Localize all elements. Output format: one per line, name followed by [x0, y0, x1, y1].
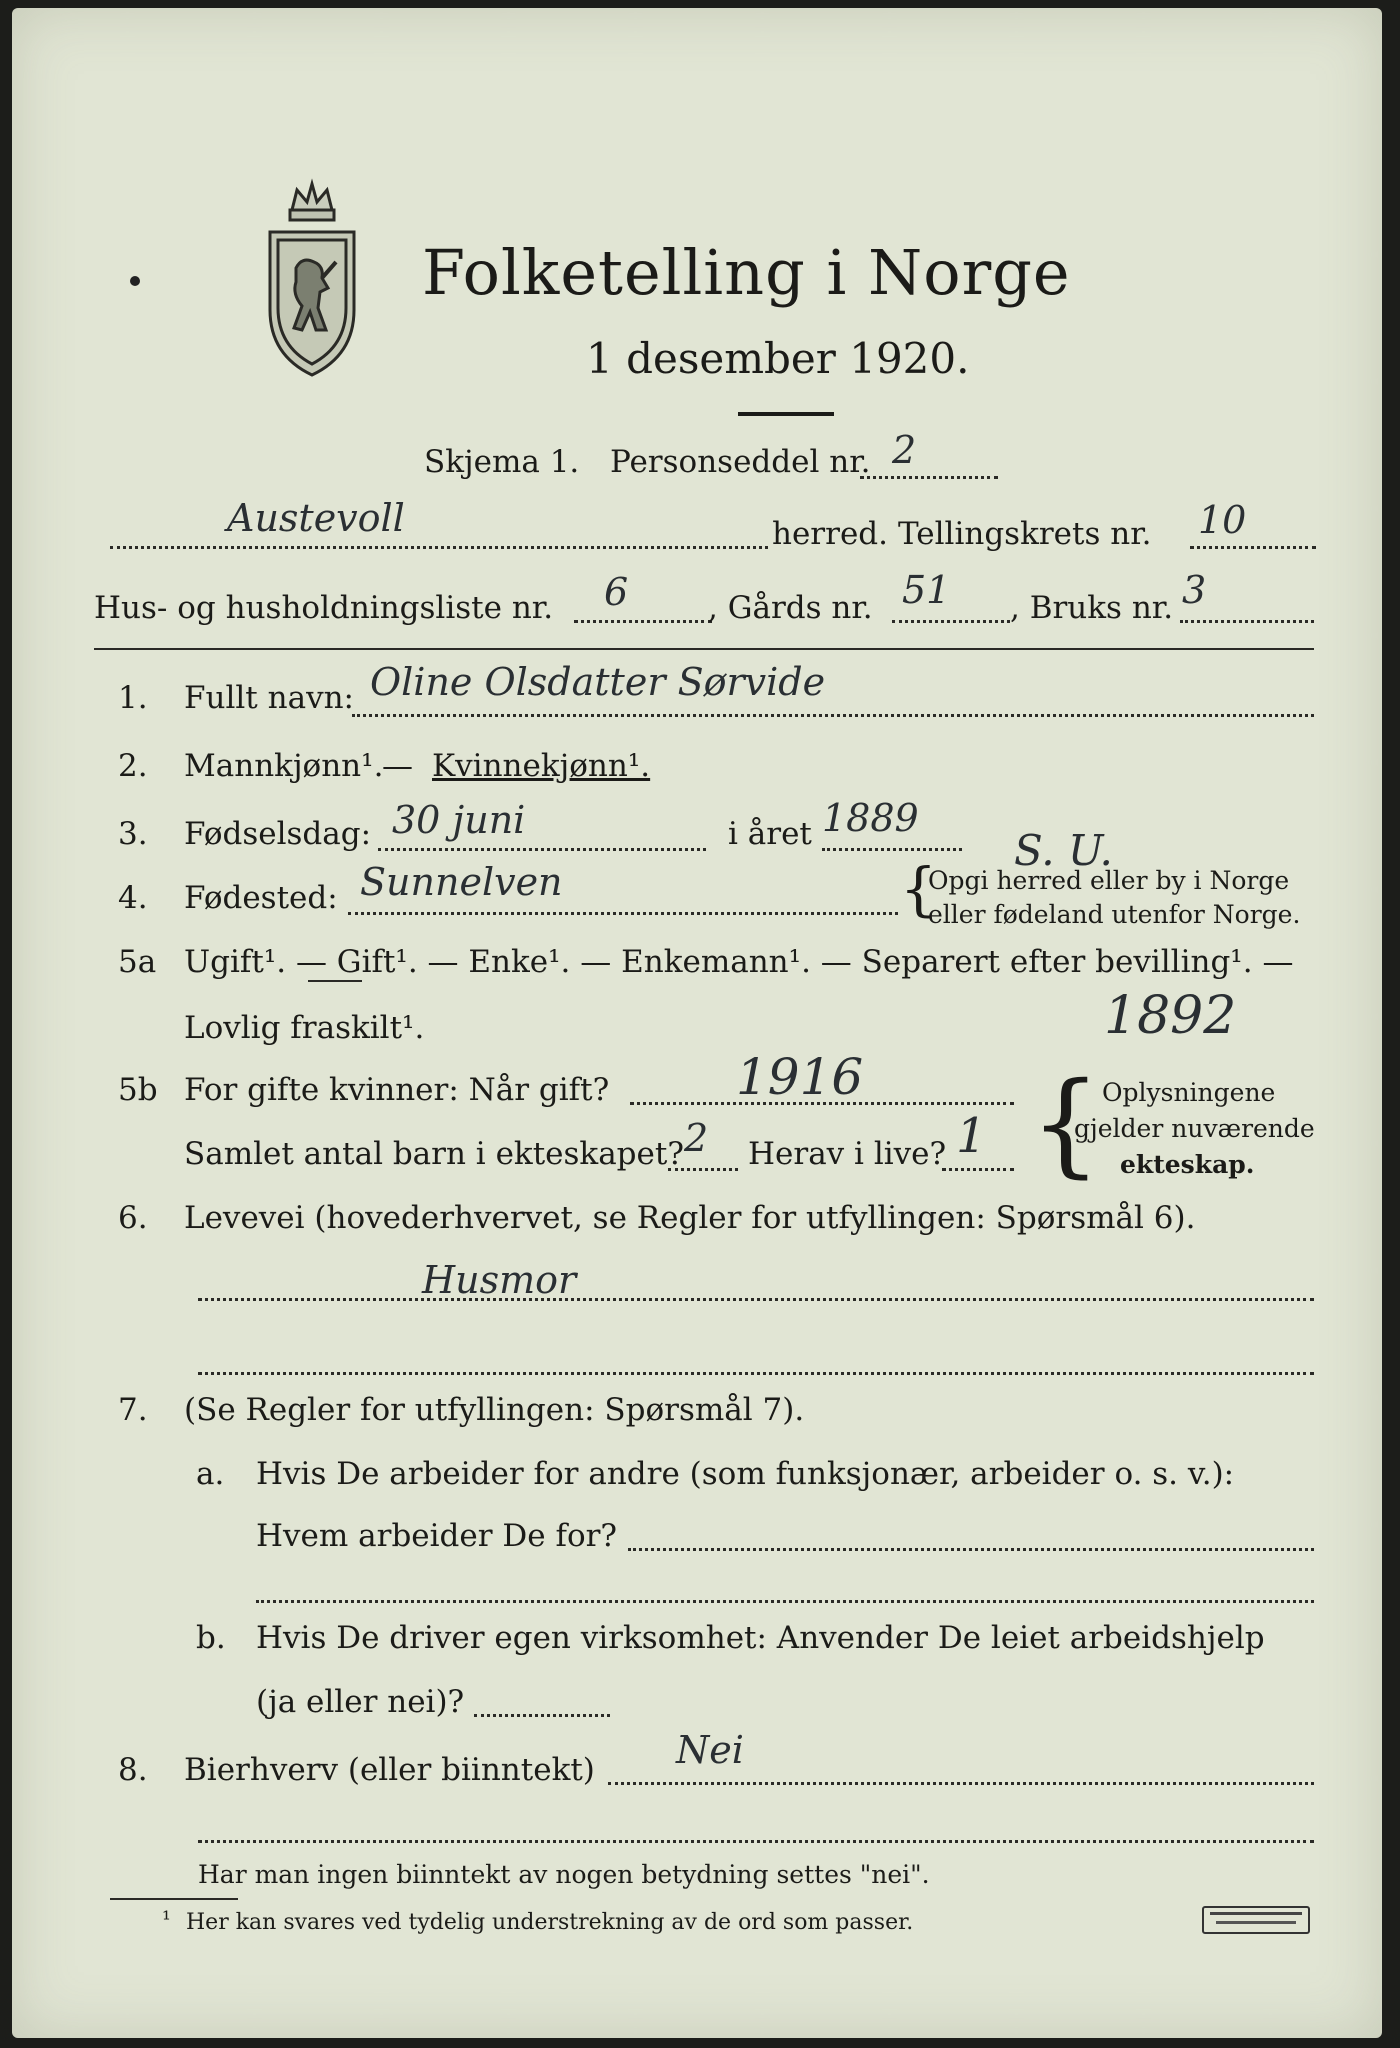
q5b-brace: { [1030, 1059, 1102, 1189]
hired-help-line[interactable] [474, 1714, 610, 1717]
footnote-rule [110, 1898, 238, 1900]
q2-number: 2. [118, 748, 148, 784]
q7a-letter: a. [196, 1456, 225, 1492]
employer-line2 [256, 1600, 1314, 1603]
gards-label: , Gårds nr. [708, 590, 873, 626]
q7b-line1: Hvis De driver egen virksomhet: Anvender De leiet arbeidshjelp [256, 1620, 1265, 1656]
year-label: i året [728, 816, 812, 852]
q6-line1 [198, 1298, 1314, 1301]
gift-underline [308, 980, 362, 982]
q4-note-line2: eller fødeland utenfor Norge. [928, 900, 1301, 929]
q2-female-option[interactable]: Kvinnekjønn¹. [432, 748, 651, 784]
children-total-value[interactable]: 2 [684, 1116, 709, 1160]
printer-stamp [1202, 1906, 1310, 1934]
q7-label: (Se Regler for utfyllingen: Spørsmål 7). [184, 1392, 805, 1428]
children-alive-label: Herav i live? [748, 1136, 947, 1172]
q1-number: 1. [118, 680, 148, 716]
married-year-value[interactable]: 1916 [736, 1048, 864, 1106]
title-rule [738, 412, 834, 416]
q2-dash: — [382, 748, 413, 784]
herred-label: herred. [772, 516, 888, 552]
tellingskrets-value[interactable]: 10 [1198, 498, 1247, 542]
ink-dot [130, 276, 140, 286]
herred-line [110, 546, 768, 549]
q7a-line2: Hvem arbeider De for? [256, 1518, 618, 1554]
personseddel-label: Personseddel nr. [610, 444, 871, 480]
q5a-number: 5a [118, 944, 157, 980]
side-income-value[interactable]: Nei [676, 1728, 744, 1772]
birthplace-value[interactable]: Sunnelven [360, 860, 563, 904]
tellingskrets-label: Tellingskrets nr. [898, 516, 1152, 552]
year-line [822, 848, 962, 851]
children-total-line [668, 1168, 738, 1171]
form-date: 1 desember 1920. [586, 334, 970, 383]
tellingskrets-line [1190, 546, 1316, 549]
q5b-note-line3: ekteskap. [1120, 1150, 1255, 1179]
q6-number: 6. [118, 1200, 148, 1236]
q7b-line2: (ja eller nei)? [256, 1684, 465, 1720]
bruks-value[interactable]: 3 [1182, 568, 1207, 612]
children-alive-value[interactable]: 1 [956, 1108, 987, 1164]
herred-value[interactable]: Austevoll [227, 496, 405, 540]
gards-value[interactable]: 51 [902, 568, 951, 612]
schema-label: Skjema 1. [424, 444, 580, 480]
children-total-label: Samlet antal barn i ekteskapet? [184, 1136, 684, 1172]
employer-line[interactable] [628, 1548, 1314, 1551]
full-name-value[interactable]: Oline Olsdatter Sørvide [370, 660, 826, 704]
q4-label: Fødested: [184, 880, 338, 916]
norwegian-coat-of-arms-icon [262, 170, 362, 380]
occupation-value[interactable]: Husmor [422, 1258, 577, 1302]
q7-number: 7. [118, 1392, 148, 1428]
q4-note-line1: Opgi herred eller by i Norge [928, 866, 1290, 895]
q4-brace: { [900, 855, 937, 923]
q3-label: Fødselsdag: [184, 816, 372, 852]
side-income-line [608, 1782, 1314, 1785]
gards-line [892, 620, 1010, 623]
q2-male-option[interactable]: Mannkjønn¹. [184, 748, 384, 784]
q4-number: 4. [118, 880, 148, 916]
q1-line [352, 714, 1314, 717]
bottom-note: Har man ingen biinntekt av nogen betydning settes "nei". [198, 1860, 930, 1889]
husliste-value[interactable]: 6 [604, 570, 629, 614]
bruks-label: , Bruks nr. [1010, 590, 1174, 626]
married-when-label: For gifte kvinner: Når gift? [184, 1072, 610, 1108]
census-form [12, 8, 1382, 2038]
bruks-line [1180, 620, 1314, 623]
marital-status-options[interactable]: Ugift¹. — Gift¹. — Enke¹. — Enkemann¹. — Separert efter bevilling¹. — [184, 944, 1294, 980]
margin-note: S. U. [1014, 826, 1113, 875]
footnote-text: Her kan svares ved tydelig understrekning av de ord som passer. [186, 1910, 914, 1935]
q7b-letter: b. [196, 1620, 226, 1656]
q5b-number: 5b [118, 1072, 158, 1108]
q5b-note-line2: gjelder nuværende [1074, 1114, 1315, 1143]
q6-label: Levevei (hovederhvervet, se Regler for utfyllingen: Spørsmål 6). [184, 1200, 1196, 1236]
birthday-value[interactable]: 30 juni [392, 798, 526, 842]
children-alive-line [942, 1168, 1014, 1171]
q7a-line1: Hvis De arbeider for andre (som funksjonær, arbeider o. s. v.): [256, 1456, 1235, 1492]
lovlig-fraskilt-option[interactable]: Lovlig fraskilt¹. [184, 1010, 425, 1046]
birthday-line [378, 848, 706, 851]
q1-label: Fullt navn: [184, 680, 354, 716]
husliste-line [574, 620, 712, 623]
q8-label: Bierhverv (eller biinntekt) [184, 1752, 595, 1788]
footnote-mark: ¹ [162, 1908, 171, 1933]
birthplace-line [348, 912, 898, 915]
personseddel-line [860, 476, 998, 479]
birth-year-value[interactable]: 1889 [822, 796, 919, 840]
q8-number: 8. [118, 1752, 148, 1788]
personseddel-value[interactable]: 2 [892, 428, 917, 472]
section-divider [94, 648, 1314, 650]
q8-line2 [198, 1840, 1314, 1843]
q3-number: 3. [118, 816, 148, 852]
form-title: Folketelling i Norge [422, 236, 1071, 309]
margin-year-note: 1892 [1104, 986, 1237, 1046]
q6-line2 [198, 1372, 1314, 1375]
husliste-label: Hus- og husholdningsliste nr. [94, 590, 554, 626]
q5b-note-line1: Oplysningene [1102, 1078, 1276, 1107]
